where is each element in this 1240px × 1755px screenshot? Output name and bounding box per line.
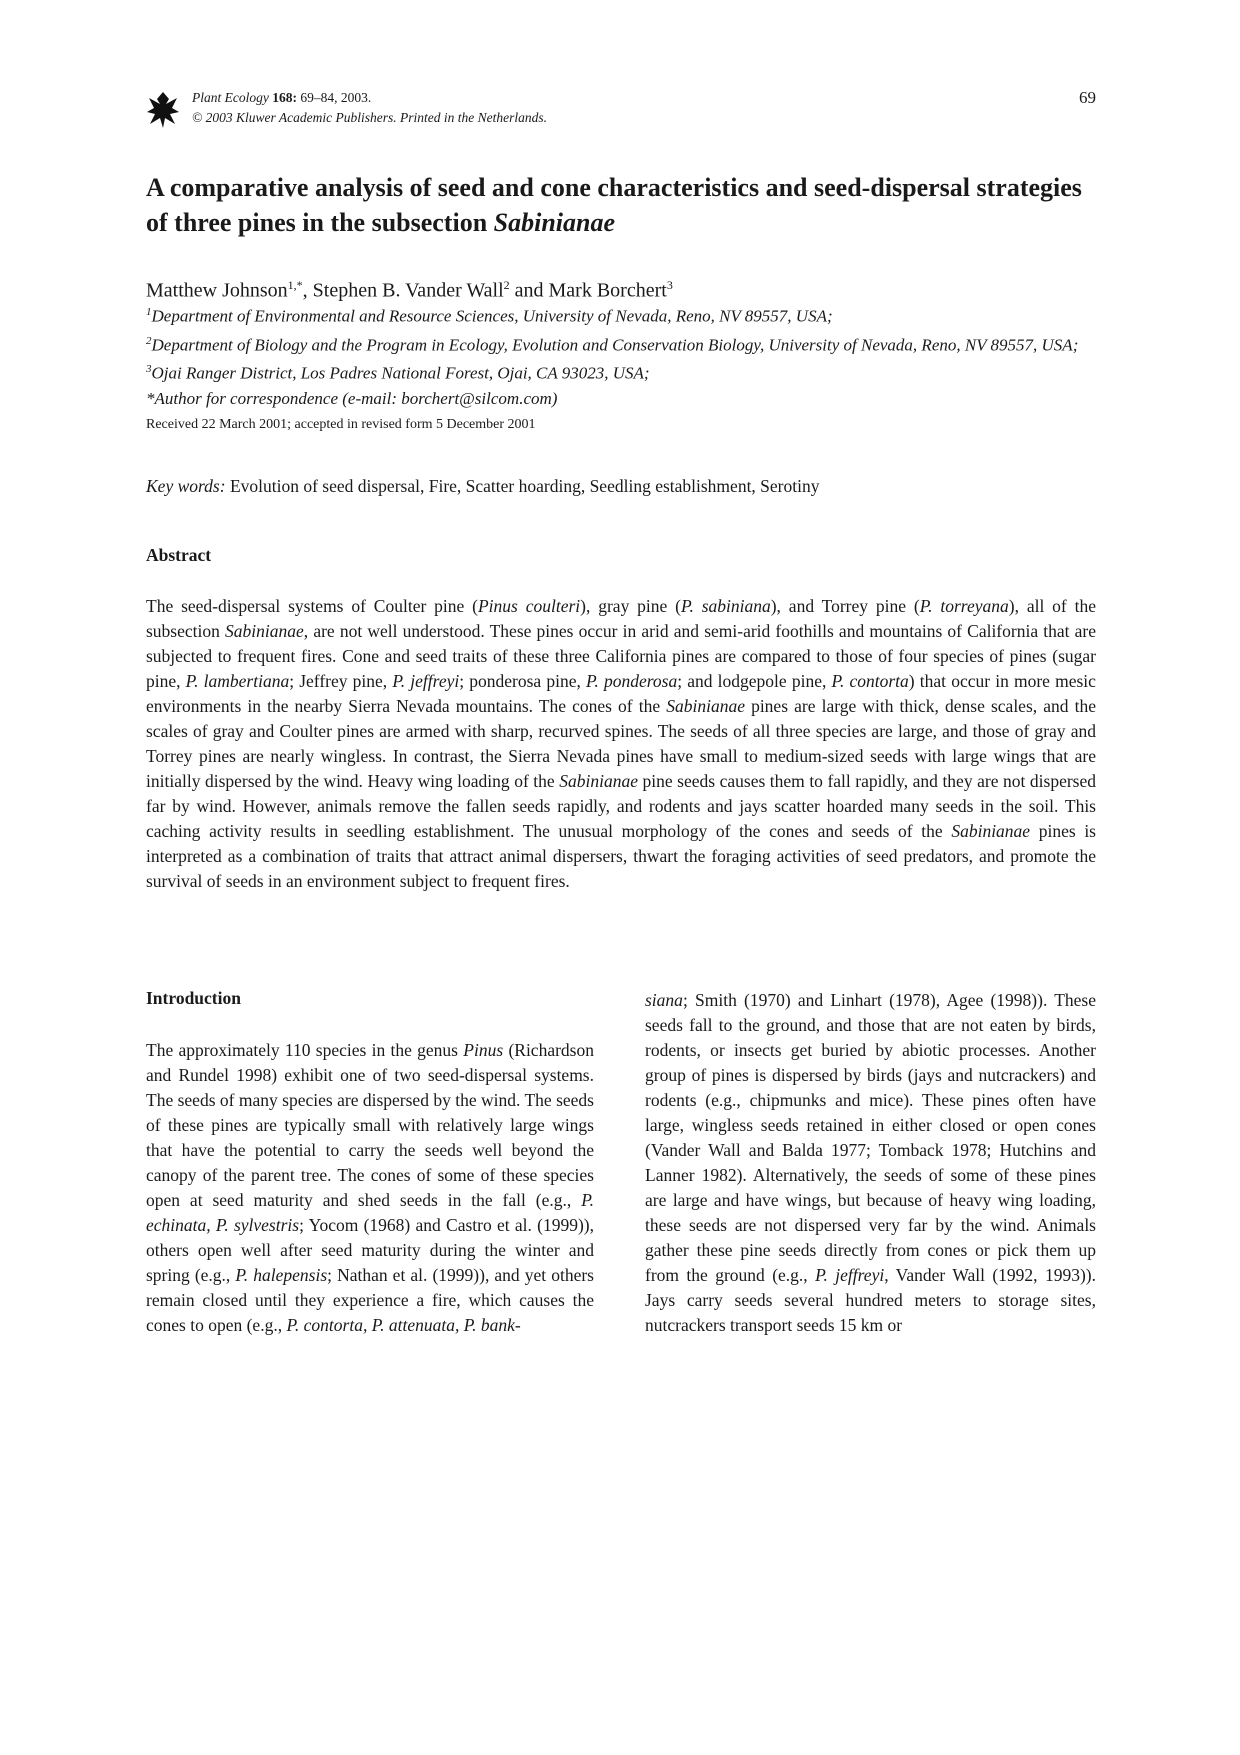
publisher-logo-icon — [146, 90, 180, 130]
introduction-heading: Introduction — [146, 988, 241, 1008]
affiliation-3-marker: 3 — [146, 363, 152, 376]
abstract-body: The seed-dispersal systems of Coulter pine (Pinus coulteri), gray pine (P. sabiniana), and Torrey pine (P. torreyana), all of the subsection Sabinianae, are not well understood. These pines occur in arid and semi-arid foothills and mountains of California that are subjected to frequent fires. Cone and seed traits of these three California pines are compared to those of four species of pines (sugar pine, P. lambertiana; Jeffrey pine, P. jeffreyi; ponderosa pine, P. ponderosa; and lodgepole pine, P. contorta) that occur in more mesic environments in the nearby Sierra Nevada mountains. The cones of the Sabinianae pines are large with thick, dense scales, and the scales of gray and Coulter pines are armed with sharp, recurved spines. The seeds of all three species are large, and those of gray and Torrey pines are nearly wingless. In contrast, the Sierra Nevada pines have small to medium-sized seeds with large wings that are initially dispersed by the wind. Heavy wing loading of the Sabinianae pine seeds causes them to fall rapidly, and they are not dispersed far by wind. However, animals remove the fallen seeds rapidly, and rodents and jays scatter hoarded many seeds in the soil. This caching activity results in seedling establishment. The unusual morphology of the cones and seeds of the Sabinianae pines is interpreted as a combination of traits that attract animal dispersers, thwart the foraging activities of seed predators, and promote the survival of seeds in an environment subject to frequent fires. — [146, 596, 1096, 891]
journal-header — [146, 88, 1096, 132]
title-taxon: Sabinianae — [493, 208, 616, 237]
introduction-column-right: siana; Smith (1970) and Linhart (1978), Agee (1998)). These seeds fall to the ground, and those that are not eaten by birds, rodents, or insects get buried by abiotic processes. Another group of pines is dispersed by birds (jays and nutcrackers) and rodents (e.g., chipmunks and mice). These pines often have large, wingless seeds retained in either closed or open cones (Vander Wall and Balda 1977; Tomback 1978; Hutchins and Lanner 1982). Alternatively, the seeds of some of these pines are large and have wings, but because of heavy wing loading, these seeds are not dispersed very far by the wind. Animals gather these pine seeds directly from cones or pick them up from the ground (e.g., P. jeffreyi, Vander Wall (1992, 1993)). Jays carry seeds several hundred meters to storage sites, nutcrackers transport seeds 15 km or — [645, 990, 1096, 1335]
affiliation-2: $^2$Department of Biology and the Program in Ecology, Evolution and Conservation Biology, University of Nevada, Reno, NV 89557, USA; $^3$Ojai Ranger District, Los Padres National Forest, Ojai, CA 93023, USA; — [146, 334, 1079, 383]
received-dates: Received 22 March 2001; accepted in revised form 5 December 2001 — [146, 417, 536, 432]
author-2-marker: 2 — [503, 278, 510, 292]
keywords-label: Key words: — [146, 476, 226, 496]
author-2: , Stephen B. Vander Wall — [302, 279, 504, 302]
page-number: 69 — [1079, 88, 1096, 107]
author-1: Matthew Johnson — [146, 279, 288, 302]
copyright-line: © 2003 Kluwer Academic Publishers. Printed in the Netherlands. — [192, 110, 547, 125]
affiliations — [146, 300, 1096, 411]
journal-pages: 69–84, 2003. — [300, 90, 372, 105]
author-3-marker: 3 — [666, 278, 673, 292]
author-list — [146, 272, 673, 304]
title-text: A comparative analysis of seed and cone characteristics and seed-dispersal strategies of three pines in the subsection — [146, 173, 1082, 237]
journal-name: Plant Ecology — [192, 90, 269, 105]
keywords — [146, 476, 819, 497]
keywords-text: Evolution of seed dispersal, Fire, Scatter hoarding, Seedling establishment, Serotiny — [229, 476, 820, 496]
affiliation-3: Ojai Ranger District, Los Padres National Forest, Ojai, CA 93023, USA; — [151, 363, 650, 383]
author-3: and Mark Borchert — [509, 279, 667, 302]
author-1-marker: 1,* — [287, 278, 303, 292]
abstract-heading: Abstract — [146, 545, 212, 565]
introduction-column-left: The approximately 110 species in the genus Pinus (Richardson and Rundel 1998) exhibit one of two seed-dispersal systems. The seeds of many species are dispersed by the wind. The seeds of these pines are typically small with relatively large wings that have the potential to carry the seeds well beyond the canopy of the parent tree. The cones of some of these species open at seed maturity and shed seeds in the fall (e.g., P. echinata, P. sylvestris; Yocom (1968) and Castro et al. (1999)), others open well after seed maturity during the winter and spring (e.g., P. halepensis; Nathan et al. (1999)), and yet others remain closed until they experience a fire, which causes the cones to open (e.g., P. contorta, P. attenuata, P. bank- — [146, 1040, 594, 1335]
correspondence-note: *Author for correspondence (e-mail: borchert@silcom.com) — [146, 388, 558, 408]
journal-citation — [192, 88, 547, 128]
affiliation-1: $^1$Department of Environmental and Resource Sciences, University of Nevada, Reno, NV 89557, USA; — [146, 306, 833, 326]
journal-volume: 168: — [272, 90, 297, 105]
article-title — [146, 170, 1096, 240]
